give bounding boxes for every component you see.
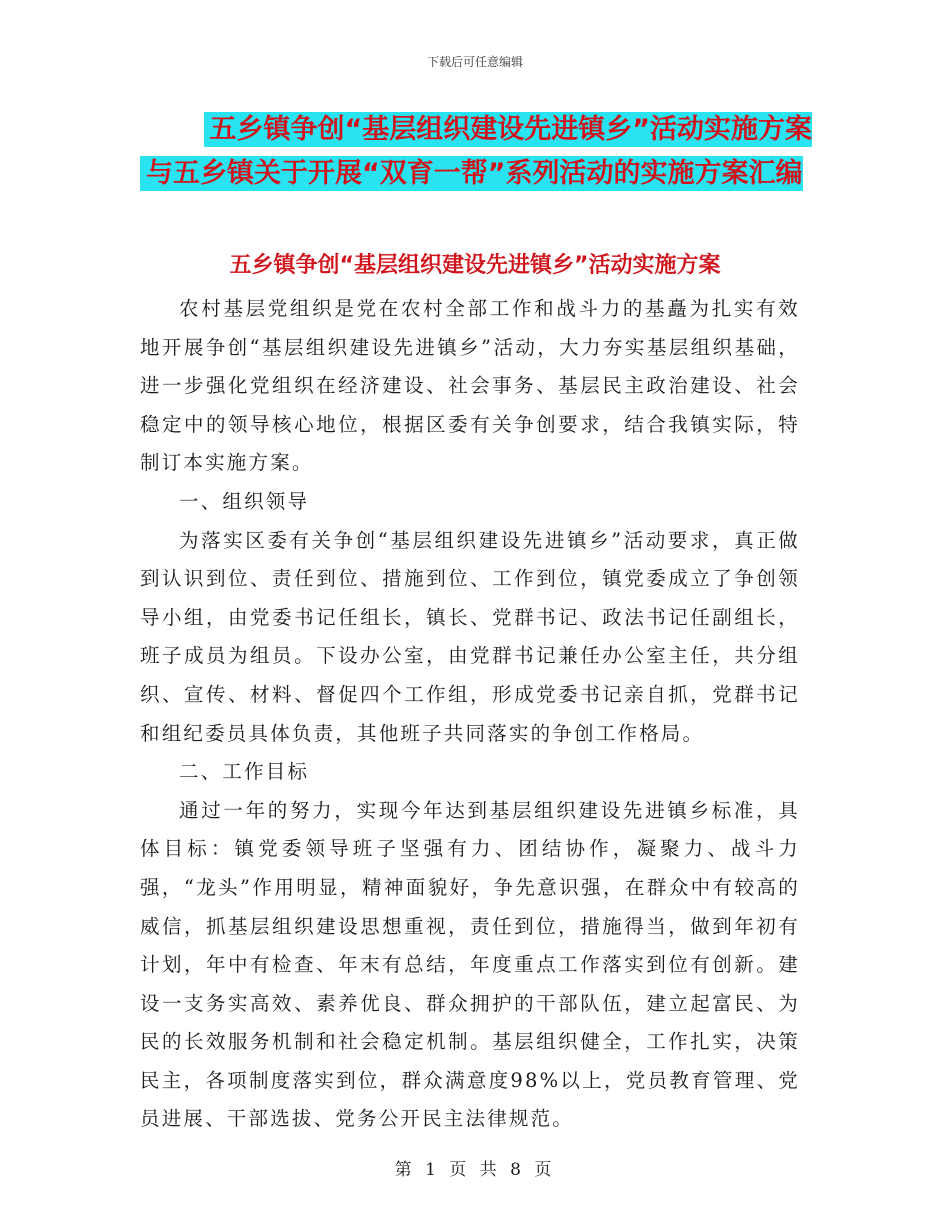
section-title: 五乡镇争创“基层组织建设先进镇乡”活动实施方案 bbox=[229, 253, 721, 278]
body-text bbox=[140, 290, 800, 1139]
heading-organization-leadership: 一、组织领导 bbox=[179, 489, 310, 513]
paragraph-intro: 农村基层党组织是党在农村全部工作和战斗力的基矗为扎实有效地开展争创“基层组织建设先进镇乡”活动，大力夯实基层组织基础，进一步强化党组织在经济建设、社会事务、基层民主政治建设、社会稳定中的领导核心地位，根据区委有关争创要求，结合我镇实际，特制订本实施方案。 bbox=[140, 297, 800, 475]
heading-work-goals: 二、工作目标 bbox=[179, 760, 310, 784]
header-note: 下载后可任意编辑 bbox=[426, 55, 523, 69]
document-title bbox=[140, 108, 820, 196]
title-line-1 bbox=[140, 108, 820, 152]
paragraph-organization: 为落实区委有关争创“基层组织建设先进镇乡”活动要求，真正做到认识到位、责任到位、措施到位、工作到位，镇党委成立了争创领导小组，由党委书记任组长，镇长、党群书记、政法书记任副组长，班子成员为组员。下设办公室，由党群书记兼任办公室主任，共分组织、宣传、材料、督促四个工作组，形成党委书记亲自抓，党群书记和组纪委员具体负责，其他班子共同落实的争创工作格局。 bbox=[140, 528, 800, 745]
title-line-2 bbox=[140, 152, 820, 196]
title-line-2-text: 与五乡镇关于开展“双育一帮”系列活动的实施方案汇编 bbox=[140, 156, 803, 191]
title-line-1-text: 五乡镇争创“基层组织建设先进镇乡”活动实施方案 bbox=[204, 112, 813, 147]
page-number: 第 1 页 共 8 页 bbox=[394, 1160, 556, 1180]
paragraph-goals: 通过一年的努力，实现今年达到基层组织建设先进镇乡标准，具体目标：镇党委领导班子坚强有力、团结协作，凝聚力、战斗力强，“龙头”作用明显，精神面貌好，争先意识强，在群众中有较高的威信，抓基层组织建设思想重视，责任到位，措施得当，做到年初有计划，年中有检查、年末有总结，年度重点工作落实到位有创新。建设一支务实高效、素养优良、群众拥护的干部队伍，建立起富民、为民的长效服务机制和社会稳定机制。基层组织健全，工作扎实，决策民主，各项制度落实到位，群众满意度98%以上，党员教育管理、党员进展、干部选拔、党务公开民主法律规范。 bbox=[140, 798, 800, 1131]
